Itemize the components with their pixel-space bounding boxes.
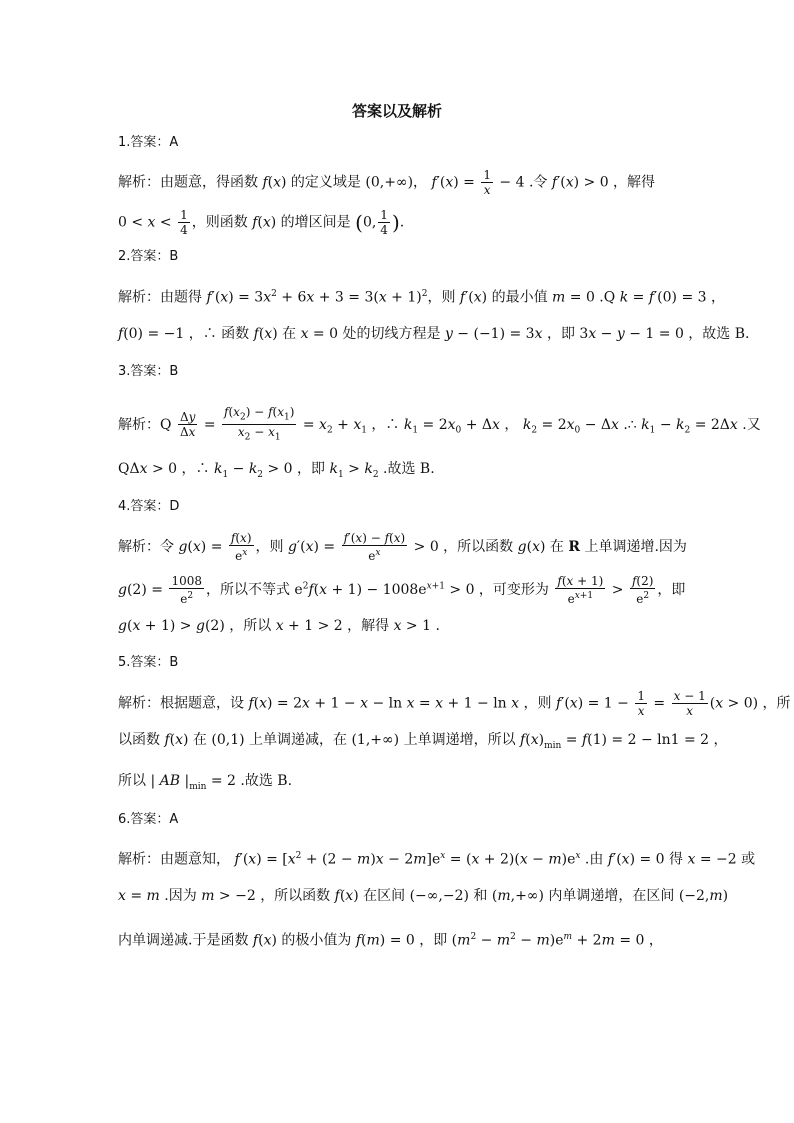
answer-6: 6.答案：A [118,812,179,827]
analysis-3-line-2: QΔx > 0 ，∴ $k_1 - k_2 > 0$ ，即 $k_1 > k_2$ .故选 B. [118,461,435,480]
analysis-4-line-1: 解析：令 g(x) = $\frac{f(x)}{e^x}$ ，则 g′(x) = $\frac{f'(x) - f(x)}{e^x}$ > 0 ，所以函数 g(x) 在 R 上单调递增.因为 [118,531,687,563]
answer-4: 4.答案：D [118,499,180,514]
page-title: 答案以及解析 [351,102,442,120]
analysis-6-line-1: 解析：由题意知， $f'(x) = [x^2 + (2 - m)x - 2m]e^x = (x + 2)(x - m)e^x$ .由 f′(x) = 0 得 x = −2 或 [118,851,756,868]
analysis-4-line-2: g(2) = $\frac{1008}{e^2}$ ，所以不等式 $e^2f(x + 1) - 1008e^{x+1} > 0$ ，可变形为 $\frac{f(x + 1)}{e^{x+1}}$ > $\frac{f(2)}{e^2}$ ，即 [118,574,686,606]
analysis-1-line-2: 0 < x < $\frac{1}{4}$ ，则函数 f(x) 的增区间是 (0, $\frac{1}{4}$ ). [118,208,405,237]
analysis-5-line-3: 所以 | AB $|_{min} = 2$ .故选 B. [118,773,293,792]
analysis-4-line-3: g(x + 1) > g(2) ，所以 x + 1 > 2 ，解得 x > 1 . [118,618,440,634]
answer-3: 3.答案：B [118,364,179,379]
analysis-5-line-1: 解析：根据题意，设 f(x) = 2x + 1 − x − ln x = x + 1 − ln x ，则 f′(x) = 1 − $\frac{1}{x}$ = $\frac{x - 1}{x}$ (x > 0) ，所 [118,689,791,718]
analysis-6-line-3: 内单调递减.于是函数 f(x) 的极小值为 f(m) = 0 ，即 $(m^2 - m^2 - m)e^m + 2m = 0$ ， [118,932,663,949]
analysis-2-line-2: f(0) = −1 ，∴ 函数 f(x) 在 x = 0 处的切线方程是 y − (−1) = 3x ，即 3x − y − 1 = 0 ，故选 B. [118,326,750,342]
analysis-1-line-1: 解析：由题意，得函数 f(x) 的定义域是 (0,+∞)， f′(x) = $\frac{1}{x}$ − 4 .令 f′(x) > 0 ，解得 [118,168,656,197]
analysis-2-line-1: 解析：由题得 $f'(x) = 3x^2 + 6x + 3 = 3(x + 1)^2$，则 f′(x) 的最小值 m = 0 .Q k = f′(0) = 3 ， [118,289,725,306]
analysis-5-line-2: 以函数 f(x) 在 (0,1) 上单调递减，在 (1,+∞) 上单调递增，所以 $f(x)_{min} = f(1) = 2 - \ln 1 = 2$ ， [118,732,728,751]
analysis-3-line-1: 解析：Q $\frac{\Delta y}{\Delta x}$ = $\frac{f(x_2) - f(x_1)}{x_2 - x_1}$ = $x_2 + x_1$ ，∴ $k_1 = 2x_0 + \Delta x$ ， $k_2 = 2x_0 - \Delta x$ .∴ $k_1 - k_2 = 2\Delta x$ .又 [118,405,761,443]
answer-2: 2.答案：B [118,249,179,264]
answer-1: 1.答案：A [118,135,179,150]
answer-5: 5.答案：B [118,655,179,670]
analysis-6-line-2: x = m .因为 m > −2 ，所以函数 f(x) 在区间 (−∞,−2) 和 (m,+∞) 内单调递增，在区间 (−2,m) [118,888,729,904]
